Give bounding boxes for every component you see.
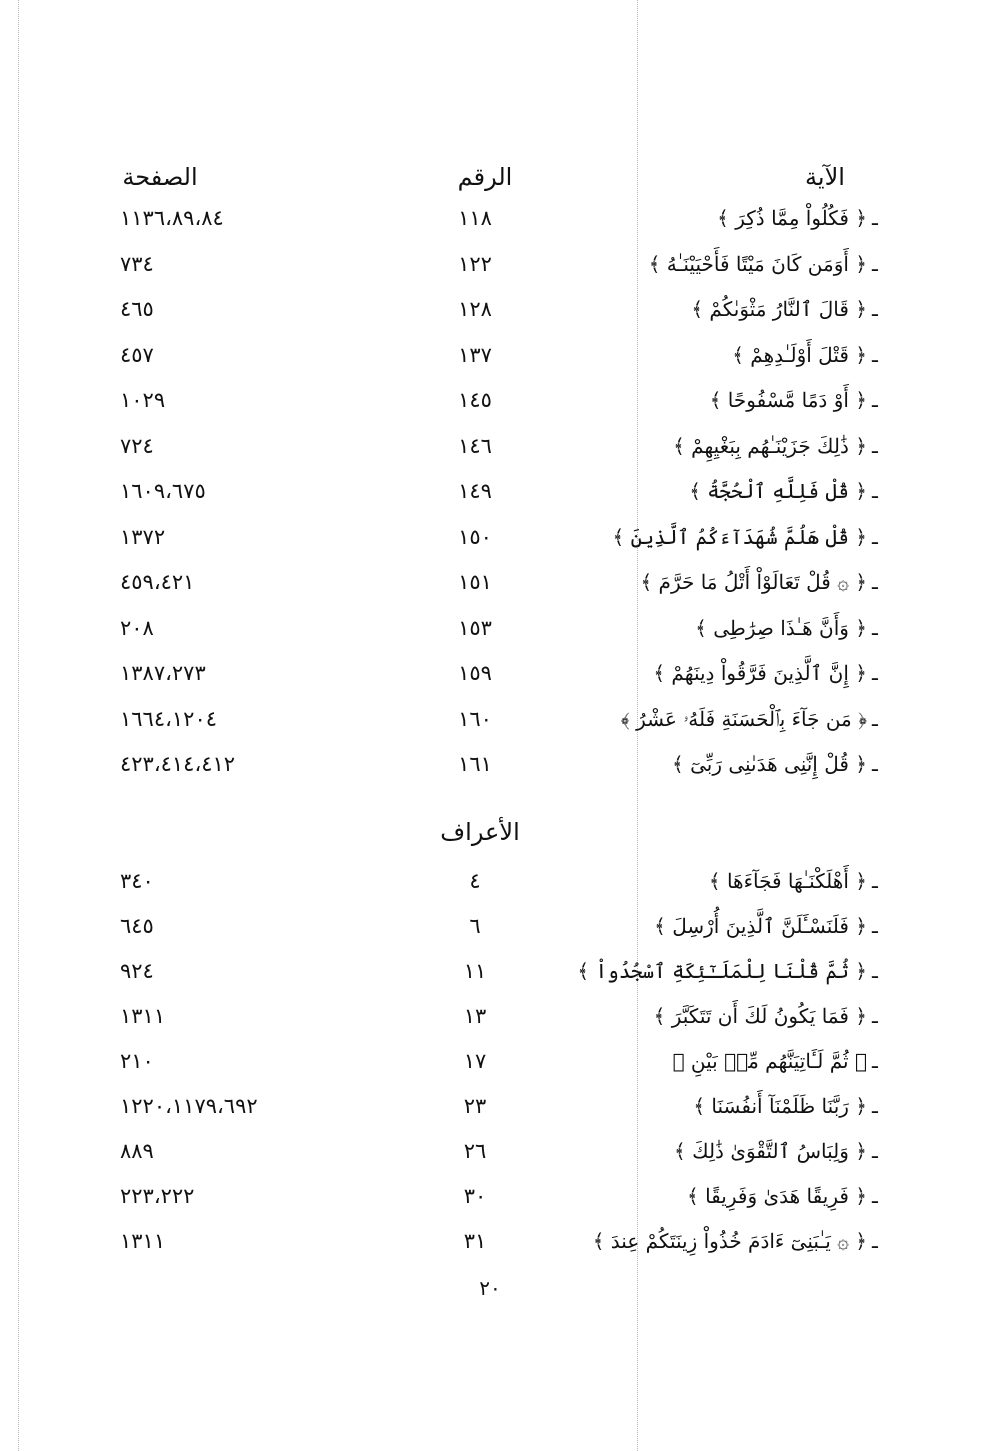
row-dash-marker: ـ [872,1049,878,1073]
verse-text: ﴿ قُلْ إِنَّنِى هَدَىٰنِى رَبِّىٓ ﴾ [672,752,867,776]
page-references: ٣٤٠ [120,869,154,893]
section-title-al-araf: الأعراف [440,818,520,846]
verse-number: ١١٨ [458,206,492,230]
header-page: الصفحة [122,163,198,191]
verse-text: ﴿ أَوْ دَمًا مَّسْفُوحًا ﴾ [709,388,867,412]
verse-number: ٢٣ [463,1094,487,1118]
verse-text: ﴿ ذَٰلِكَ جَزَيْنَـٰهُم بِبَغْيِهِمْ ﴾ [673,433,867,458]
row-dash-marker: ـ [872,1229,878,1253]
page-references: ١٦٦٤،١٢٠٤ [120,706,218,731]
verse-number: ١٤٩ [458,479,492,503]
verse-text: ﴿ قَالَ ٱلنَّارُ مَثْوَىٰكُمْ ﴾ [691,297,867,321]
row-dash-marker: ـ [872,706,878,731]
verse-number: ١٢٢ [458,251,492,276]
row-dash-marker: ـ [872,433,878,458]
row-dash-marker: ـ [872,206,878,230]
page-references: ١٣٨٧،٢٧٣ [120,661,206,685]
verse-text: ﴿ ثُمَّ قُلْنَا لِلْمَلَـٰٓئِكَةِ ٱسْجُدُواْ ﴾ [577,959,867,983]
verse-number: ١٥٣ [458,615,492,640]
page-references: ٤٥٩،٤٢١ [120,570,195,594]
verse-text: ﴿ فَمَا يَكُونُ لَكَ أَن تَتَكَبَّرَ ﴾ [653,1004,867,1028]
verse-number: ١٦٠ [458,706,492,731]
row-dash-marker: ـ [872,251,878,276]
page-references: ٧٣٤ [120,251,154,276]
page-references: ١٢٢٠،١١٧٩،٦٩٢ [120,1094,258,1118]
row-dash-marker: ـ [872,479,878,503]
row-dash-marker: ـ [872,388,878,412]
row-dash-marker: ـ [872,914,878,938]
page-references: ٢١٠ [120,1049,154,1073]
scan-margin-line [18,0,19,1451]
verse-number: ٢٦ [463,1139,487,1163]
row-dash-marker: ـ [872,869,878,893]
page-references: ١٦٠٩،٦٧٥ [120,479,206,503]
row-dash-marker: ـ [872,342,878,367]
row-dash-marker: ـ [872,297,878,321]
page-references: ١٠٢٩ [120,388,166,412]
verse-number: ١٢٨ [458,297,492,321]
row-dash-marker: ـ [872,524,878,549]
verse-text: ﴿ إِنَّ ٱلَّذِينَ فَرَّقُواْ دِينَهُمْ ﴾ [653,661,867,685]
page-references: ٤٥٧ [120,342,154,367]
verse-number: ١٦١ [458,752,492,776]
verse-number: ١٣ [463,1004,487,1028]
row-dash-marker: ـ [872,752,878,776]
verse-text: ﴿ ۞ يَـٰبَنِىٓ ءَادَمَ خُذُواْ زِينَتَكُمْ عِندَ ﴾ [592,1229,867,1253]
verse-number: ٣٠ [463,1184,487,1208]
verse-number: ١٧ [463,1049,487,1073]
verse-text: ﴿ رَبَّنَا ظَلَمْنَآ أَنفُسَنَا ﴾ [693,1094,867,1118]
verse-number: ٣١ [463,1229,487,1253]
verse-number: ١١ [463,959,487,983]
verse-text: ﴿ قَتْلَ أَوْلَـٰدِهِمْ ﴾ [732,342,867,367]
verse-text: ﴿ وَأَنَّ هَـٰذَا صِرَٰطِى ﴾ [695,615,867,640]
page-references: ٧٢٤ [120,433,154,458]
verse-number: ٦ [469,914,481,938]
verse-number: ١٥٩ [458,661,492,685]
page-references: ٤٦٥ [120,297,154,321]
row-dash-marker: ـ [872,959,878,983]
page-references: ٦٤٥ [120,914,154,938]
row-dash-marker: ـ [872,661,878,685]
row-dash-marker: ـ [872,1184,878,1208]
row-dash-marker: ـ [872,570,878,594]
verse-number: ١٣٧ [458,342,492,367]
verse-number: ١٤٦ [458,433,492,458]
row-dash-marker: ـ [872,1139,878,1163]
verse-text: ﴿ مَن جَآءَ بِٱلْحَسَنَةِ فَلَهُۥ عَشْرُ ﴾ [620,706,867,731]
verse-text: ﴿ أَوَمَن كَانَ مَيْتًا فَأَحْيَيْنَـٰهُ ﴾ [648,251,867,276]
page-references: ٩٢٤ [120,959,154,983]
verse-text: ﴿ ثُمَّ لَـَٔاتِيَنَّهُم مِّنۢ بَيْنِ ﴾ [672,1049,867,1073]
row-dash-marker: ـ [872,1004,878,1028]
verse-number: ١٥٠ [458,524,492,549]
verse-text: ﴿ فَكُلُواْ مِمَّا ذُكِرَ ﴾ [717,206,867,230]
page-references: ٤٢٣،٤١٤،٤١٢ [120,752,236,776]
verse-number: ١٤٥ [458,388,492,412]
row-dash-marker: ـ [872,615,878,640]
page-references: ٢٠٨ [120,615,154,640]
verse-text: ﴿ أَهْلَكْنَـٰهَا فَجَآءَهَا ﴾ [708,869,867,893]
verse-text: ﴿ ۞ قُلْ تَعَالَوْاْ أَتْلُ مَا حَرَّمَ ﴾ [640,570,867,594]
verse-number: ١٥١ [458,570,492,594]
verse-text: ﴿ وَلِبَاسُ ٱلتَّقْوَىٰ ذَٰلِكَ ﴾ [674,1139,867,1163]
page-references: ٨٨٩ [120,1139,154,1163]
page-references: ١٣١١ [120,1004,166,1028]
page-number: ٢٠ [479,1276,501,1300]
verse-number: ٤ [469,869,481,893]
header-number: الرقم [457,163,513,191]
verse-text: ﴿ فَلَنَسْـَٔلَنَّ ٱلَّذِينَ أُرْسِلَ ﴾ [654,914,867,938]
header-verse: الآية [805,163,845,191]
verse-text: ﴿ قُلْ هَلُمَّ شُهَدَآءَكُمُ ٱلَّذِينَ ﴾ [612,524,867,549]
page-references: ١٣٧٢ [120,524,166,549]
page-references: ٢٢٣،٢٢٢ [120,1184,195,1208]
verse-text: ﴿ قُلْ فَلِلَّهِ ٱلْحُجَّةُ ﴾ [689,479,867,503]
page-references: ١١٣٦،٨٩،٨٤ [120,206,224,230]
page-references: ١٣١١ [120,1229,166,1253]
row-dash-marker: ـ [872,1094,878,1118]
verse-text: ﴿ فَرِيقًا هَدَىٰ وَفَرِيقًا ﴾ [687,1184,867,1208]
